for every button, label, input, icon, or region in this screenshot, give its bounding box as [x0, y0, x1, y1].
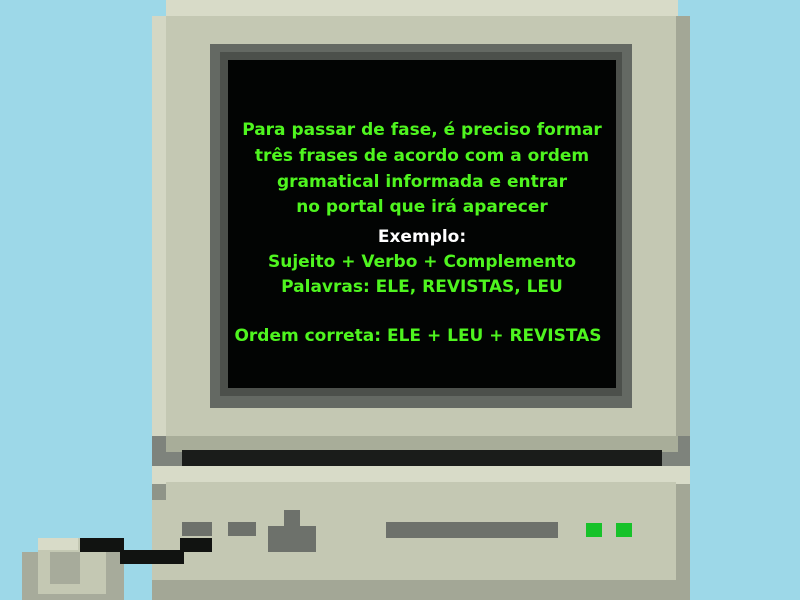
disk-drive-slot [386, 522, 558, 538]
mouse-cable-segment-3 [180, 538, 212, 552]
instruction-line-1: Para passar de fase, é preciso formar [242, 120, 602, 140]
computer-base-front [152, 500, 690, 584]
example-label: Exemplo: [377, 227, 467, 247]
instruction-line-3: gramatical informada e entrar [276, 172, 568, 192]
mouse-button [50, 552, 80, 584]
example-structure: Sujeito + Verbo + Complemento [267, 252, 577, 272]
mouse-highlight [38, 538, 78, 550]
port-slot-1 [182, 522, 212, 536]
mouse-cable-segment-1 [80, 538, 124, 552]
correct-order-answer: Ordem correta: ELE + LEU + REVISTAS [234, 326, 602, 346]
instruction-line-4: no portal que irá aparecer [296, 197, 548, 217]
power-knob-top [284, 510, 300, 526]
mouse-cable-segment-2 [120, 550, 184, 564]
power-knob [268, 526, 316, 552]
status-led-1 [586, 523, 602, 537]
status-led-2 [616, 523, 632, 537]
monitor-top-highlight [166, 0, 678, 16]
port-slot-2 [228, 522, 256, 536]
monitor-left-edge [152, 16, 166, 436]
monitor-right-edge [676, 16, 690, 436]
example-words: Palavras: ELE, REVISTAS, LEU [281, 277, 563, 297]
base-right-edge [676, 484, 690, 584]
base-bottom [152, 580, 690, 600]
instruction-line-2: três frases de acordo com a ordem [254, 146, 590, 166]
